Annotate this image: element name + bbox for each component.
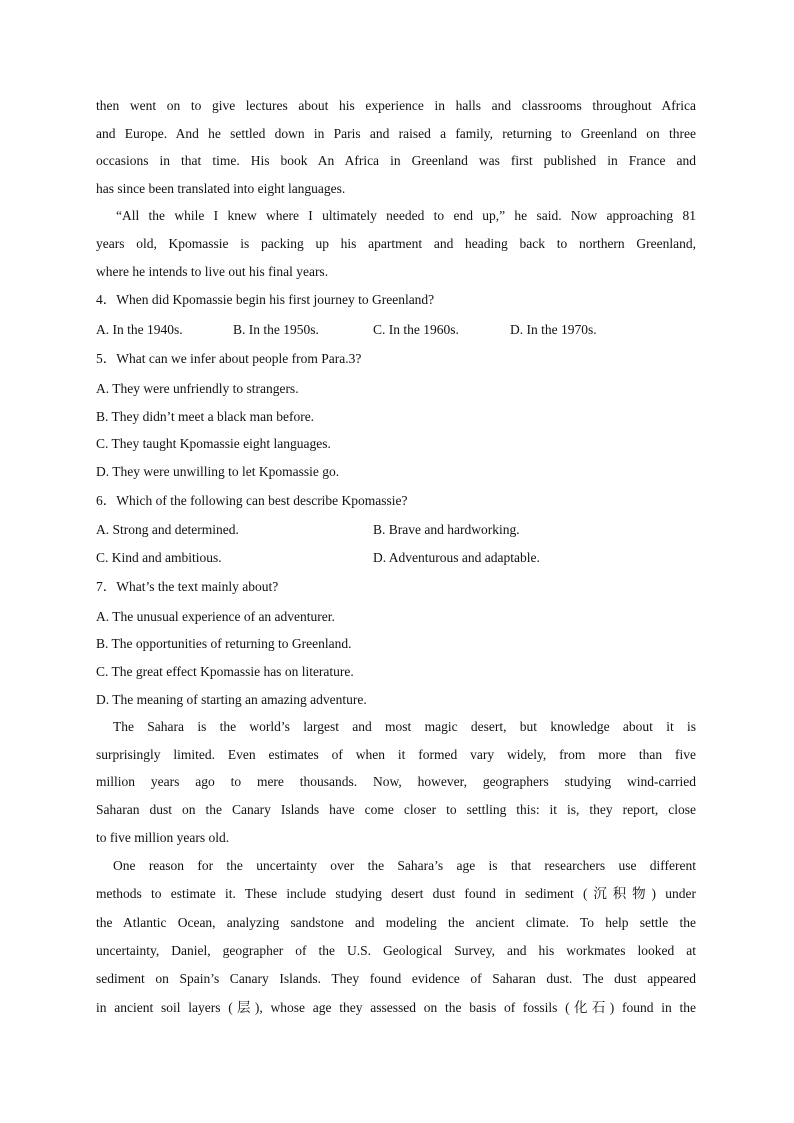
passage-a-line: then went on to give lectures about his experience in halls and classrooms throughout Africa: [96, 98, 696, 113]
question-5-option-a: A. They were unfriendly to strangers.: [96, 381, 299, 396]
passage-b-line: The Sahara is the world’s largest and most magic desert, but knowledge about it is: [113, 719, 696, 734]
question-5-option-d: D. They were unwilling to let Kpomassie go.: [96, 464, 340, 479]
passage-a-line: occasions in that time. His book An Africa in Greenland was first published in France and: [96, 153, 696, 168]
question-6-option-c: C. Kind and ambitious.: [96, 550, 222, 565]
passage-a-line: where he intends to live out his final years.: [96, 264, 329, 279]
question-7-stem: 7．What’s the text mainly about?: [96, 579, 279, 594]
question-4-stem: 4．When did Kpomassie begin his first journey to Greenland?: [96, 292, 435, 307]
passage-b-line: uncertainty, Daniel, geographer of the U.S. Geological Survey, and his workmates looked at: [96, 943, 696, 958]
question-4-option-a: A. In the 1940s.: [96, 322, 183, 337]
question-6-option-b: B. Brave and hardworking.: [373, 522, 520, 537]
question-4-option-b: B. In the 1950s.: [233, 322, 319, 337]
question-4-option-c: C. In the 1960s.: [373, 322, 459, 337]
question-6-option-d: D. Adventurous and adaptable.: [373, 550, 540, 565]
question-5-stem: 5．What can we infer about people from Para.3?: [96, 351, 362, 366]
passage-b-line: surprisingly limited. Even estimates of when it formed vary widely, from more than five: [96, 747, 696, 762]
passage-a-line: years old, Kpomassie is packing up his apartment and heading back to northern Greenland,: [96, 236, 696, 251]
passage-b-line: methods to estimate it. These include studying desert dust found in sediment (沉积物) under: [96, 886, 696, 901]
passage-b-line: sediment on Spain’s Canary Islands. They found evidence of Saharan dust. The dust appeared: [96, 971, 696, 986]
passage-b-line: in ancient soil layers (层), whose age they assessed on the basis of fossils (化石) found in the: [96, 1000, 696, 1015]
question-6-option-a: A. Strong and determined.: [96, 522, 239, 537]
question-4-option-d: D. In the 1970s.: [510, 322, 597, 337]
passage-a-line: has since been translated into eight languages.: [96, 181, 346, 196]
question-7-option-c: C. The great effect Kpomassie has on literature.: [96, 664, 354, 679]
passage-b-line: One reason for the uncertainty over the Sahara’s age is that researchers use different: [113, 858, 696, 873]
question-5-option-b: B. They didn’t meet a black man before.: [96, 409, 315, 424]
question-6-stem: 6．Which of the following can best describe Kpomassie?: [96, 493, 408, 508]
question-5-option-c: C. They taught Kpomassie eight languages.: [96, 436, 331, 451]
passage-b-line: the Atlantic Ocean, analyzing sandstone and modeling the ancient climate. To help settle the: [96, 915, 696, 930]
passage-b-line: million years ago to mere thousands. Now, however, geographers studying wind-carried: [96, 774, 696, 789]
passage-b-line: Saharan dust on the Canary Islands have come closer to settling this: it is, they report, close: [96, 802, 696, 817]
passage-b-line: to five million years old.: [96, 830, 230, 845]
passage-a-line: and Europe. And he settled down in Paris and raised a family, returning to Greenland on three: [96, 126, 696, 141]
question-7-option-d: D. The meaning of starting an amazing adventure.: [96, 692, 367, 707]
question-4-options: [96, 320, 696, 340]
passage-a-line: “All the while I knew where I ultimately needed to end up,” he said. Now approaching 81: [116, 208, 696, 223]
question-7-option-b: B. The opportunities of returning to Greenland.: [96, 636, 352, 651]
question-7-option-a: A. The unusual experience of an adventurer.: [96, 609, 335, 624]
